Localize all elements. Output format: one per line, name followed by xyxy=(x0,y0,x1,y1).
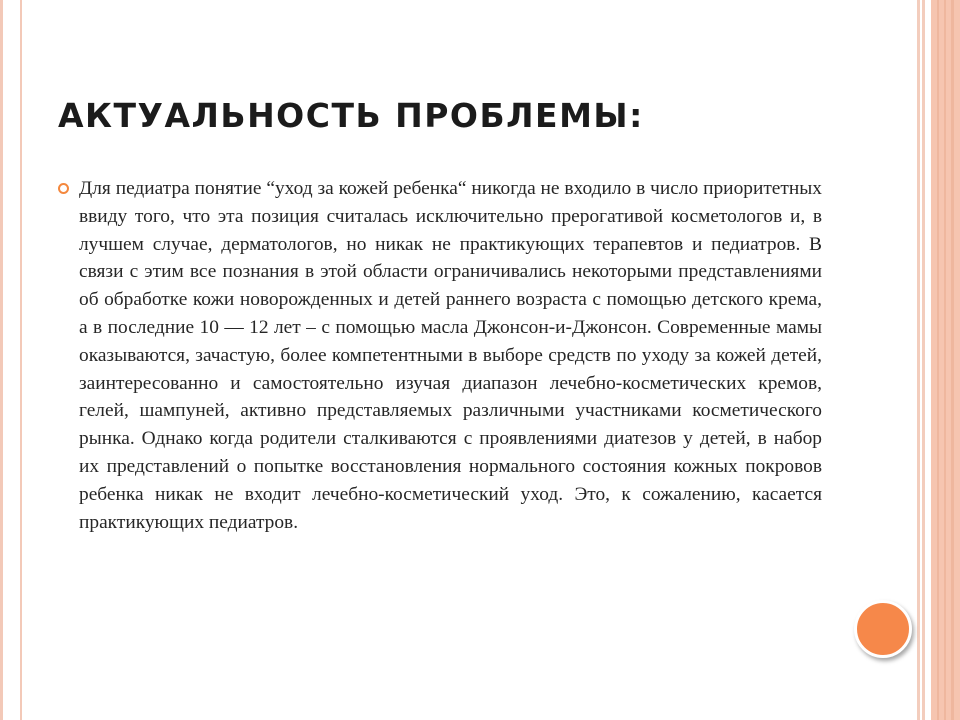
slide-title: АКТУАЛЬНОСТЬ ПРОБЛЕМЫ: xyxy=(58,96,644,135)
right-stripe-5 xyxy=(951,0,954,720)
left-frame-line-outer xyxy=(0,0,3,720)
right-stripe-2 xyxy=(922,0,925,720)
left-frame-line-inner xyxy=(20,0,22,720)
orange-circle-decoration xyxy=(854,600,912,658)
bullet-paragraph: Для педиатра понятие “уход за кожей ребенка“ никогда не входило в число приоритетных ввиду того, что эта позиция считалась исключительно прерогативой косметологов и, в лучшем случае, дерматологов, но никак не практикующих терапевтов и педиатров. В связи с этим все познания в этой области ограничивались некоторыми представлениями об обработке кожи новорожденных и детей раннего возраста с помощью детского крема, а в последние 10 — 12 лет – с помощью масла Джонсон-и-Джонсон. Современные мамы оказываются, зачастую, более компетентными в выборе средств по уходу за кожей детей, заинтересованно и самостоятельно изучая диапазон лечебно-косметических кремов, гелей, шампуней, активно представляемых различными участниками косметического рынка. Однако когда родители сталкиваются с проявлениями диатезов у детей, в набор их представлений о попытке восстановления нормального состояния кожных покровов ребенка никак не входит лечебно-косметический уход. Это, к сожалению, касается практикующих педиатров. xyxy=(79,178,822,533)
right-stripe-3 xyxy=(937,0,939,720)
right-stripe-1 xyxy=(917,0,920,720)
ring-bullet-icon xyxy=(58,183,69,194)
right-stripe-4 xyxy=(944,0,946,720)
